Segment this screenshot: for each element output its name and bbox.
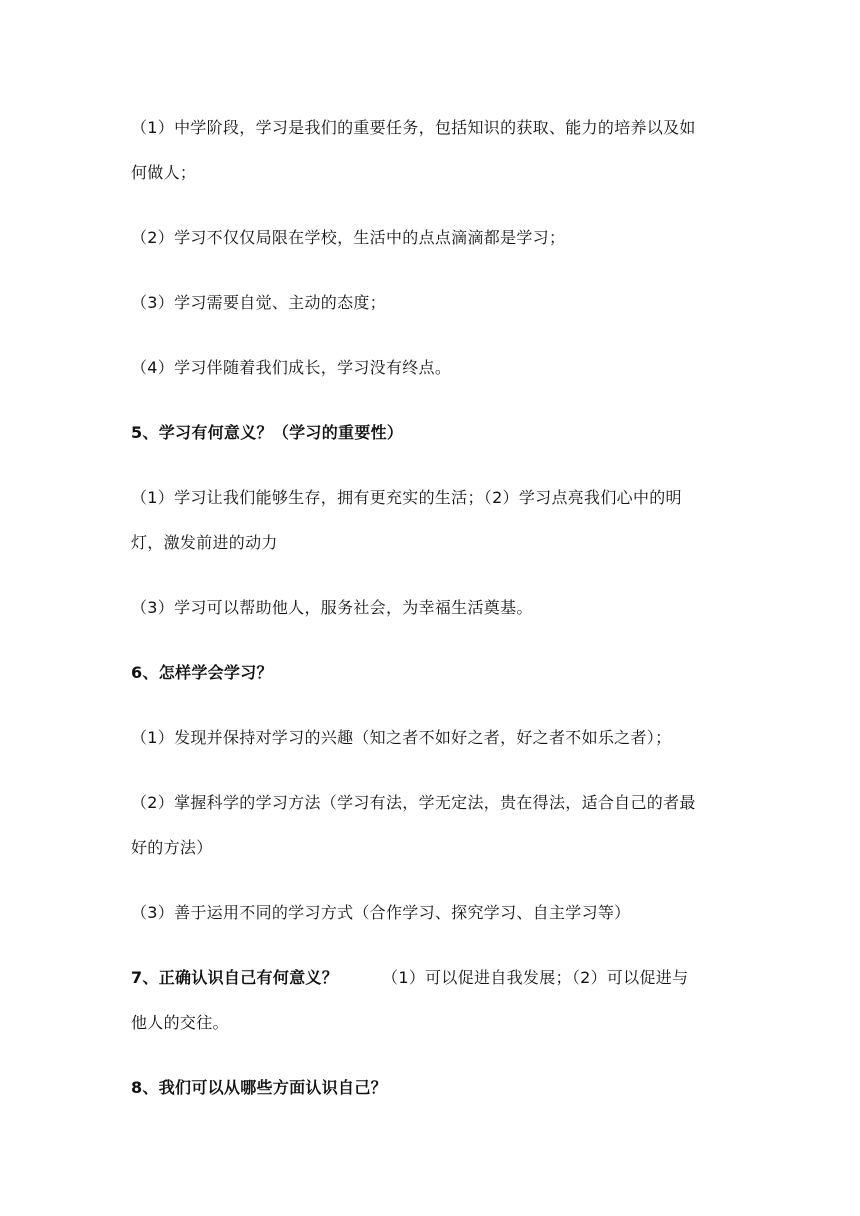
section-heading-5: 5、学习有何意义？（学习的重要性） <box>131 423 404 442</box>
text-line: （3）善于运用不同的学习方式（合作学习、探究学习、自主学习等） <box>131 903 631 922</box>
text-line: （2）掌握科学的学习方法（学习有法，学无定法，贵在得法，适合自己的者最 <box>131 793 696 812</box>
text-line: 他人的交往。 <box>131 1013 229 1032</box>
section-heading-8: 8、我们可以从哪些方面认识自己？ <box>131 1078 387 1097</box>
text-line: （3）学习需要自觉、主动的态度； <box>131 293 386 312</box>
text-line: 何做人； <box>131 163 197 182</box>
section-heading-7: 7、正确认识自己有何意义？ <box>131 968 339 987</box>
text-line: （1）学习让我们能够生存，拥有更充实的生活；（2）学习点亮我们心中的明 <box>131 488 682 507</box>
text-line: 灯，激发前进的动力 <box>131 533 278 552</box>
section-7-answer: （1）可以促进自我发展；（2）可以促进与 <box>382 968 689 987</box>
text-line: （3）学习可以帮助他人，服务社会，为幸福生活奠基。 <box>131 598 533 617</box>
text-line: （1）中学阶段，学习是我们的重要任务，包括知识的获取、能力的培养以及如 <box>131 118 696 137</box>
text-line: （1）发现并保持对学习的兴趣（知之者不如好之者，好之者不如乐之者）； <box>131 728 672 747</box>
text-line: （2）学习不仅仅局限在学校，生活中的点点滴滴都是学习； <box>131 228 566 247</box>
section-heading-6: 6、怎样学会学习？ <box>131 663 273 682</box>
section-7-line <box>131 968 741 988</box>
text-line: 好的方法） <box>131 838 213 857</box>
text-line: （4）学习伴随着我们成长，学习没有终点。 <box>131 358 452 377</box>
